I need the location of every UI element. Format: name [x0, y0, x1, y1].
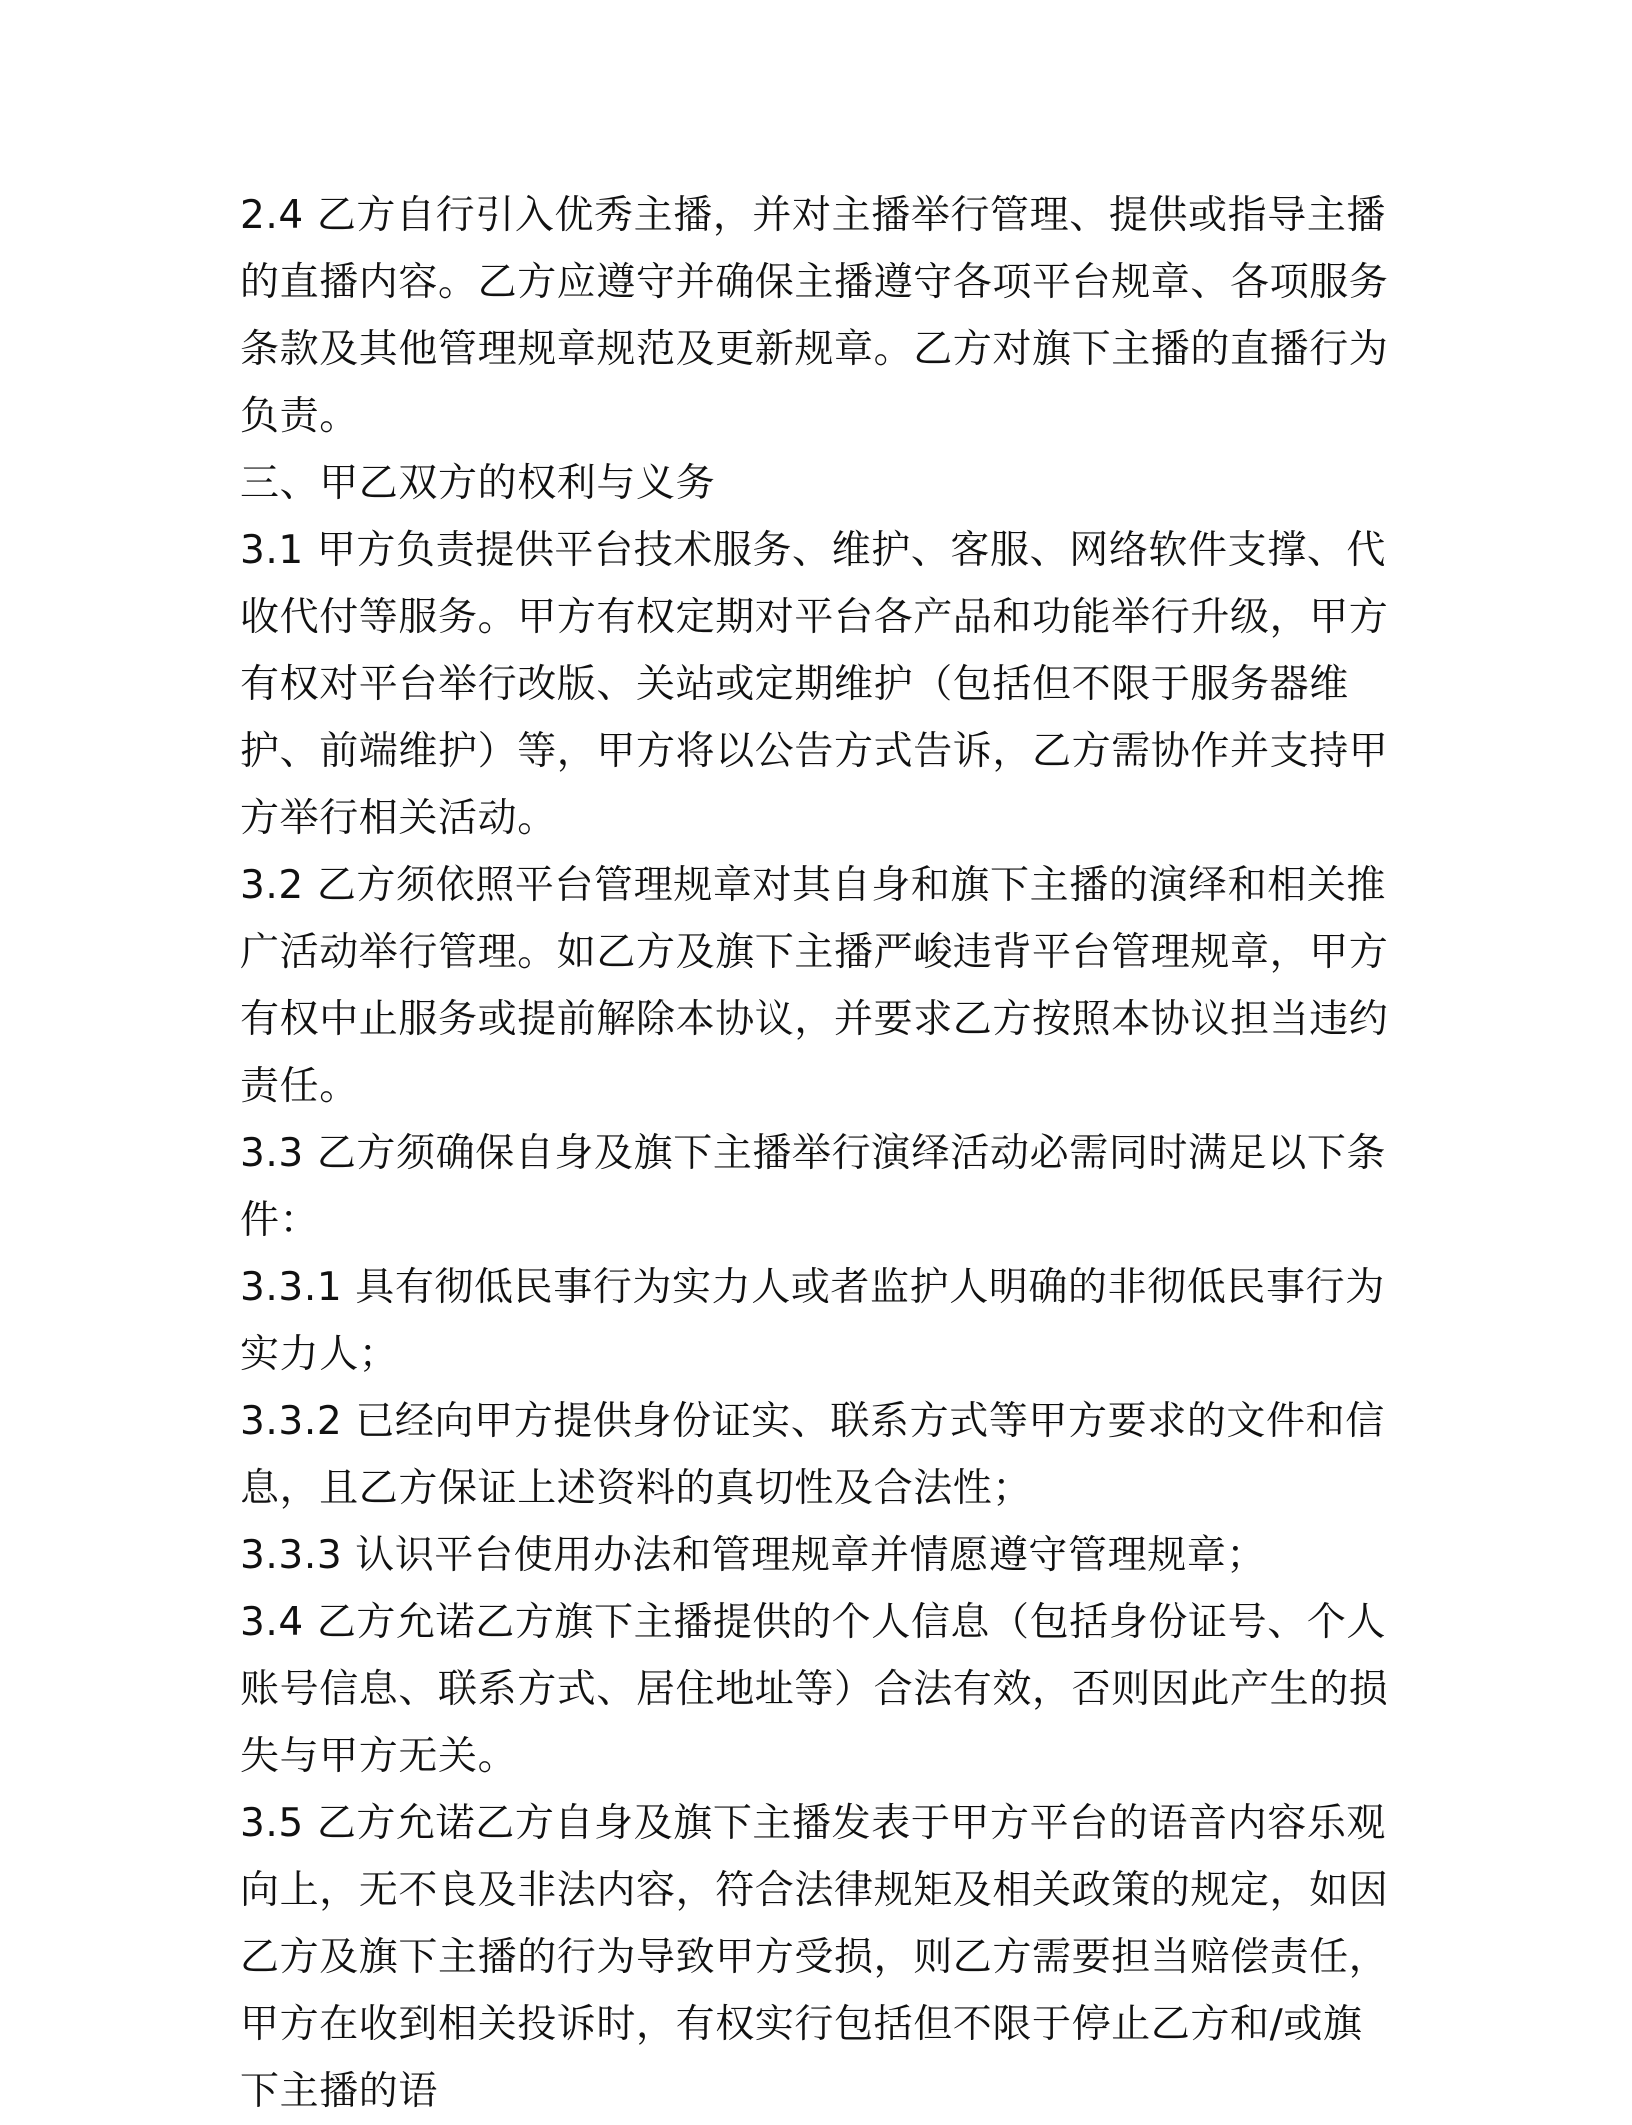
clause-3-1: 3.1 甲方负责提供平台技术服务、维护、客服、网络软件支撑、代收代付等服务。甲方有权定期对平台各产品和功能举行升级，甲方有权对平台举行改版、关站或定期维护（包括但不限于服务器维护、前端维护）等，甲方将以公告方式告诉，乙方需协作并支持甲方举行相关活动。	[240, 528, 1389, 841]
clause-3-3-2: 3.3.2 已经向甲方提供身份证实、联系方式等甲方要求的文件和信息，且乙方保证上述资料的真切性及合法性；	[240, 1399, 1385, 1511]
section-heading-rights-obligations: 三、甲乙双方的权利与义务	[240, 461, 716, 506]
document-body	[240, 182, 1400, 2125]
clause-3-2: 3.2 乙方须依照平台管理规章对其自身和旗下主播的演绎和相关推广活动举行管理。如乙方及旗下主播严峻违背平台管理规章，甲方有权中止服务或提前解除本协议，并要求乙方按照本协议担当违约责任。	[240, 863, 1389, 1109]
clause-2-4: 2.4 乙方自行引入优秀主播，并对主播举行管理、提供或指导主播的直播内容。乙方应遵守并确保主播遵守各项平台规章、各项服务条款及其他管理规章规范及更新规章。乙方对旗下主播的直播行为负责。	[240, 193, 1389, 439]
clause-3-3-1: 3.3.1 具有彻低民事行为实力人或者监护人明确的非彻低民事行为实力人；	[240, 1265, 1385, 1377]
clause-3-3: 3.3 乙方须确保自身及旗下主播举行演绎活动必需同时满足以下条件：	[240, 1131, 1387, 1243]
clause-3-3-3: 3.3.3 认识平台使用办法和管理规章并情愿遵守管理规章；	[240, 1533, 1267, 1578]
clause-3-5: 3.5 乙方允诺乙方自身及旗下主播发表于甲方平台的语音内容乐观向上，无不良及非法内容，符合法律规矩及相关政策的规定，如因乙方及旗下主播的行为导致甲方受损，则乙方需要担当赔偿责任，甲方在收到相关投诉时，有权实行包括但不限于停止乙方和/或旗下主播的语	[240, 1801, 1389, 2114]
clause-3-4: 3.4 乙方允诺乙方旗下主播提供的个人信息（包括身份证号、个人账号信息、联系方式、居住地址等）合法有效，否则因此产生的损失与甲方无关。	[240, 1600, 1389, 1779]
